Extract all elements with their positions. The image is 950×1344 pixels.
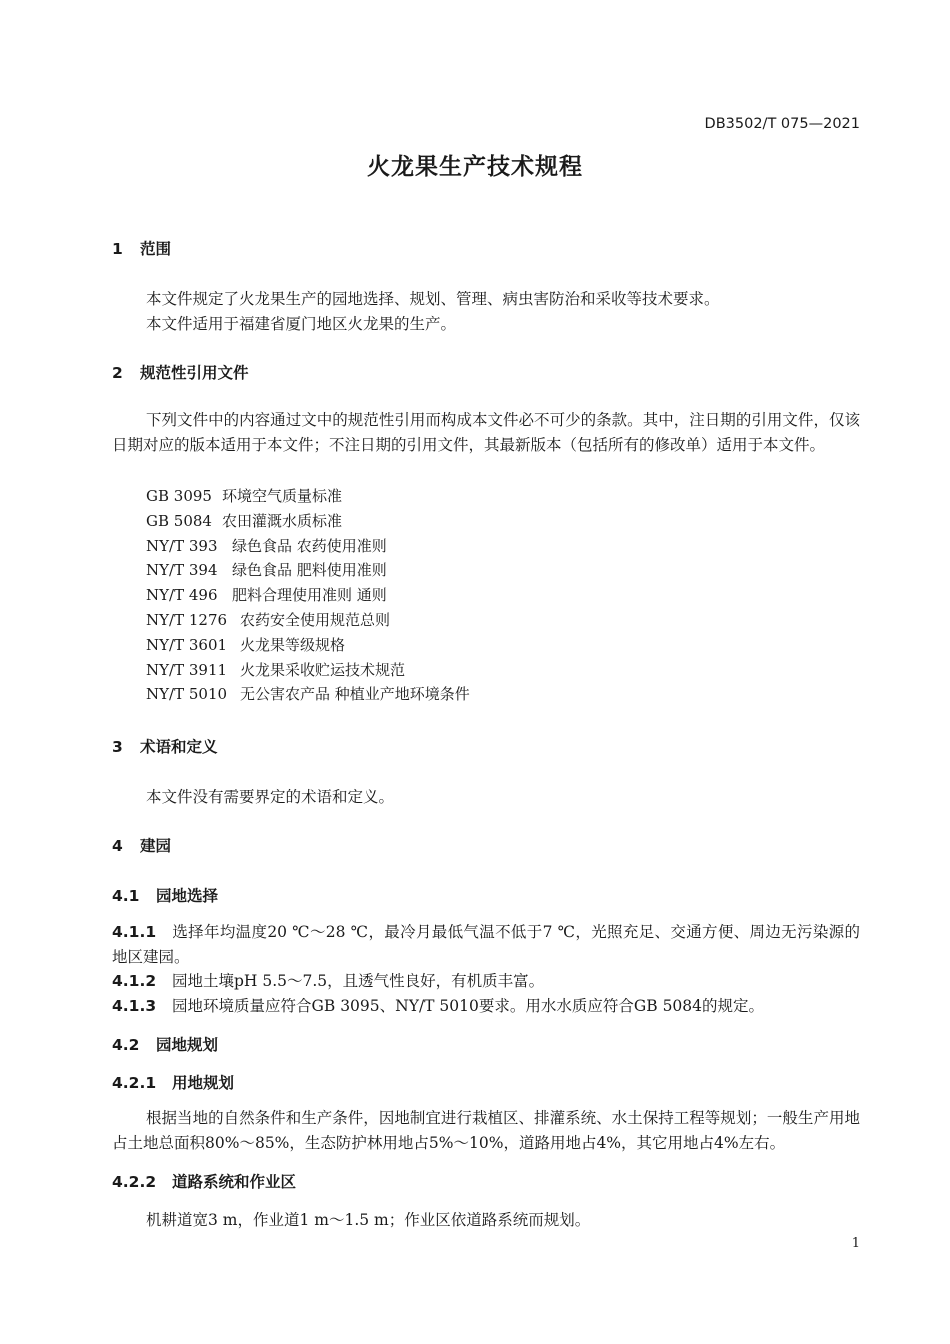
section-number: 3 — [112, 738, 123, 756]
page-number: 1 — [851, 1236, 860, 1251]
scope-paragraph-1: 本文件规定了火龙果生产的园地选择、规划、管理、病虫害防治和采收等技术要求。 — [146, 290, 720, 308]
subsection-4-2-2-heading — [112, 1170, 296, 1192]
reference-code: NY/T 3601 — [146, 635, 228, 654]
subsection-number: 4.2.1 — [112, 1074, 157, 1092]
section-2-heading — [112, 361, 249, 383]
reference-item — [146, 535, 387, 556]
reference-item — [146, 634, 345, 655]
subsection-title: 园地规划 — [156, 1036, 219, 1054]
section-title: 范围 — [140, 240, 172, 258]
reference-title: 绿色食品 肥料使用准则 — [232, 561, 387, 580]
clause-4-1-2 — [112, 969, 860, 994]
reference-code: GB 3095 — [146, 487, 212, 505]
reference-title: 火龙果采收贮运技术规范 — [240, 660, 406, 679]
road-system-paragraph: 机耕道宽3 m，作业道1 m～1.5 m；作业区依道路系统而规划。 — [146, 1211, 591, 1229]
reference-item — [146, 609, 390, 630]
reference-title: 肥料合理使用准则 通则 — [232, 586, 387, 605]
subsection-title: 用地规划 — [172, 1074, 235, 1092]
reference-code: NY/T 394 — [146, 561, 218, 580]
subsection-title: 园地选择 — [156, 887, 219, 905]
document-code: DB3502/T 075—2021 — [704, 116, 860, 132]
reference-code: NY/T 5010 — [146, 685, 228, 704]
reference-title: 无公害农产品 种植业产地环境条件 — [240, 685, 470, 704]
clause-number: 4.1.2 — [112, 972, 157, 990]
subsection-4-1-heading — [112, 884, 218, 906]
reference-code: NY/T 393 — [146, 536, 218, 555]
subsection-number: 4.1 — [112, 887, 140, 905]
reference-code: NY/T 3911 — [146, 660, 228, 679]
clause-text: 选择年均温度20 ℃～28 ℃，最冷月最低气温不低于7 ℃，光照充足、交通方便、周边无污染源的地区建园。 — [112, 923, 860, 966]
section-title: 术语和定义 — [140, 738, 218, 756]
reference-item — [146, 559, 387, 580]
document-title: 火龙果生产技术规程 — [367, 154, 583, 180]
reference-code: NY/T 496 — [146, 586, 218, 605]
clause-number: 4.1.3 — [112, 997, 157, 1015]
subsection-number: 4.2 — [112, 1036, 140, 1054]
clause-number: 4.1.1 — [112, 923, 157, 941]
clause-4-1-1 — [112, 920, 860, 970]
subsection-4-2-1-heading — [112, 1071, 234, 1093]
reference-item — [146, 659, 405, 680]
reference-item — [146, 683, 470, 704]
scope-paragraph-2: 本文件适用于福建省厦门地区火龙果的生产。 — [146, 315, 457, 333]
reference-item — [146, 485, 342, 506]
reference-item — [146, 584, 387, 605]
reference-title: 环境空气质量标准 — [222, 487, 343, 505]
reference-title: 绿色食品 农药使用准则 — [232, 536, 387, 555]
references-intro: 下列文件中的内容通过文中的规范性引用而构成本文件必不可少的条款。其中，注日期的引用文件，仅该日期对应的版本适用于本文件；不注日期的引用文件，其最新版本（包括所有的修改单）适用于本文件。 — [112, 411, 860, 454]
reference-title: 农田灌溉水质标准 — [222, 511, 343, 530]
clause-4-1-3 — [112, 994, 860, 1019]
section-number: 4 — [112, 837, 123, 855]
land-use-paragraph: 根据当地的自然条件和生产条件，因地制宜进行栽植区、排灌系统、水土保持工程等规划；一般生产用地占土地总面积80%～85%，生态防护林用地占5%～10%，道路用地占4%，其它用地占4%左右。 — [112, 1109, 860, 1152]
subsection-4-2-heading — [112, 1033, 218, 1055]
reference-code: GB 5084 — [146, 511, 212, 530]
section-3-heading — [112, 735, 218, 757]
section-title: 规范性引用文件 — [140, 364, 249, 382]
section-1-heading — [112, 237, 171, 259]
clause-text: 园地环境质量应符合GB 3095、NY/T 5010要求。用水水质应符合GB 5084的规定。 — [172, 997, 765, 1015]
section-title: 建园 — [140, 837, 172, 855]
section-number: 2 — [112, 364, 123, 382]
section-number: 1 — [112, 240, 123, 258]
section-4-heading — [112, 834, 171, 856]
subsection-title: 道路系统和作业区 — [172, 1173, 297, 1191]
reference-title: 农药安全使用规范总则 — [240, 611, 391, 629]
terms-paragraph: 本文件没有需要界定的术语和定义。 — [146, 788, 395, 806]
subsection-number: 4.2.2 — [112, 1173, 157, 1191]
reference-item — [146, 510, 342, 531]
reference-title: 火龙果等级规格 — [240, 635, 346, 654]
reference-code: NY/T 1276 — [146, 611, 228, 629]
clause-text: 园地土壤pH 5.5～7.5，且透气性良好，有机质丰富。 — [172, 972, 545, 990]
